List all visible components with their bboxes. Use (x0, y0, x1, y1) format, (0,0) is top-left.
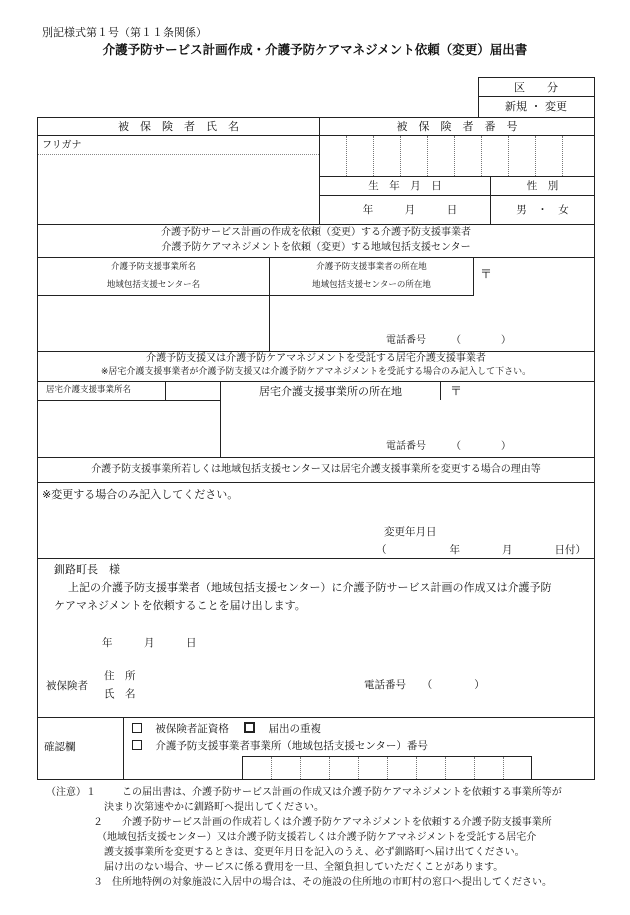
confirm-item-1a: 被保険者証資格 (155, 723, 229, 735)
support-addr-label-1: 介護予防支援事業者の所在地 (316, 262, 427, 272)
support-addr-label-2: 地域包括支援センターの所在地 (312, 280, 431, 290)
note-1a: この届出書は、介護予防サービス計画の作成又は介護予防ケアマネジメントを依頼する事業所等が (122, 787, 562, 798)
checkbox-insurance-qualification[interactable] (132, 723, 142, 733)
change-heading: 介護予防支援事業所若しくは地域包括支援センター又は居宅介護支援事業所を変更する場合の理由等 (91, 464, 541, 475)
change-date-label: 変更年月日 (384, 526, 437, 538)
confirm-label: 確認欄 (44, 741, 76, 753)
note-2b: （地域包括支援センター）又は介護予防支援若しくは介護予防ケアマネジメントを受託する居宅介 (97, 832, 537, 843)
support-postal-mark: 〒 (480, 267, 493, 281)
note-2c: 護支援事業所を変更するときは、変更年月日を記入のうえ、必ず釧路町へ届け出てください。 (104, 847, 525, 858)
declaration-date[interactable]: 年 月 日 (102, 637, 197, 649)
name-label: 氏 名 (104, 688, 136, 700)
furigana-label: フリガナ (42, 140, 82, 151)
insured-number-header: 被 保 険 者 番 号 (396, 120, 518, 133)
note-3a: 住所地特例の対象施設に入居中の場合は、その施設の住所地の市町村の窓口へ提出してください。 (112, 877, 552, 888)
dob-value[interactable]: 年 月 日 (362, 204, 458, 216)
support-name-label-2: 地域包括支援センター名 (106, 280, 201, 290)
support-heading-2: 介護予防ケアマネジメントを依頼（変更）する地域包括支援センター (161, 242, 471, 253)
support-phone[interactable]: 電話番号 （ ） (386, 335, 511, 346)
declaration-phone[interactable]: 電話番号 （ ） (364, 679, 485, 691)
form-title: 介護予防サービス計画作成・介護予防ケアマネジメント依頼（変更）届出書 (102, 42, 528, 57)
note-2-number: ２ (93, 817, 103, 828)
support-heading-1: 介護予防サービス計画の作成を依頼（変更）する介護予防支援事業者 (161, 227, 471, 238)
note-lead: （注意）１ (46, 787, 96, 798)
insured-label: 被保険者 (46, 680, 88, 692)
support-name-label-1: 介護予防支援事業所名 (110, 262, 196, 272)
kubun-value[interactable]: 新規 ・ 変更 (505, 100, 567, 113)
change-note: ※変更する場合のみ記入してください。 (42, 488, 239, 501)
declaration-line-1: 上記の介護予防支援事業者（地域包括支援センター）に介護予防サービス計画の作成又は介護予防 (68, 581, 552, 594)
insured-name-header: 被 保 険 者 氏 名 (118, 120, 239, 133)
sex-value[interactable]: 男 ・ 女 (516, 204, 569, 216)
address-label: 住 所 (104, 670, 136, 682)
change-date-value[interactable]: （ 年 月 日付） (376, 544, 586, 556)
confirm-item-1b: 届出の重複 (268, 723, 322, 735)
care-heading-1: 介護予防支援又は介護予防ケアマネジメントを受託する居宅介護支援事業者 (146, 353, 486, 364)
checkbox-office-number[interactable] (132, 740, 142, 750)
form-number: 別記様式第１号（第１１条関係） (42, 26, 207, 39)
care-name-label: 居宅介護支援事業所名 (46, 385, 132, 395)
care-addr-label: 居宅介護支援事業所の所在地 (259, 385, 402, 398)
note-2a: 介護予防サービス計画の作成若しくは介護予防ケアマネジメントを依頼する介護予防支援事業所 (122, 817, 552, 828)
addressee: 釧路町長 様 (54, 563, 120, 576)
note-3-number: ３ (93, 877, 103, 888)
checkbox-duplicate-notice[interactable] (244, 722, 255, 733)
dob-label: 生 年 月 日 (368, 180, 442, 192)
care-phone[interactable]: 電話番号 （ ） (386, 441, 511, 452)
declaration-line-2: ケアマネジメントを依頼することを届け出します。 (54, 599, 306, 612)
care-heading-2: ※居宅介護支援事業者が介護予防支援又は介護予防ケアマネジメントを受託する場合のみ記入して下さい。 (100, 367, 532, 377)
confirm-item-2: 介護予防支援事業者事業所（地域包括支援センター）番号 (155, 740, 428, 752)
kubun-label: 区 分 (514, 81, 558, 94)
sex-label: 性 別 (526, 180, 559, 192)
note-1b: 決まり次第速やかに釧路町へ提出してください。 (104, 802, 324, 813)
note-2d: 届け出のない場合、サービスに係る費用を一旦、全額負担していただくことがあります。 (104, 862, 504, 873)
care-postal-mark: 〒 (450, 384, 463, 398)
